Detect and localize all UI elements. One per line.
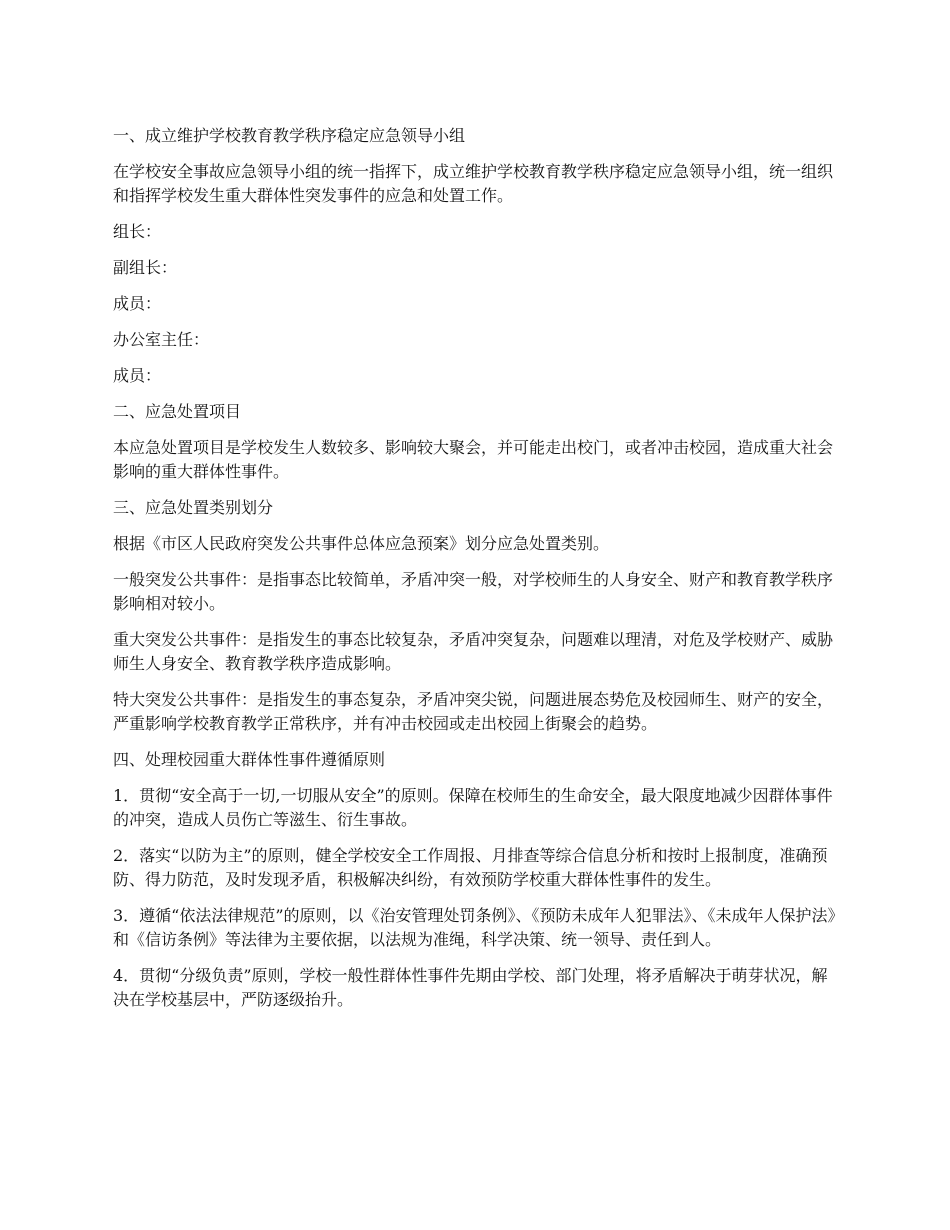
- role-leader: 组长：: [113, 222, 162, 241]
- section-heading-2: 二、应急处置项目: [113, 402, 242, 421]
- principle-item-2: 2．落实“以防为主”的原则，健全学校安全工作周报、月排查等综合信息分析和按时上报制度，准确预防、得力防范，及时发现矛盾，积极解决纠纷，有效预防学校重大群体性事件的发生。: [113, 846, 828, 889]
- section-heading-3: 三、应急处置类别划分: [113, 498, 274, 517]
- role-office-director: 办公室主任：: [113, 330, 210, 349]
- role-members: 成员：: [113, 294, 162, 313]
- paragraph-extraordinary-event: 特大突发公共事件：是指发生的事态复杂，矛盾冲突尖锐，问题进展态势危及校园师生、财产的安全，严重影响学校教育教学正常秩序，并有冲击校园或走出校园上街聚会的趋势。: [113, 690, 834, 733]
- paragraph-general-event: 一般突发公共事件：是指事态比较简单，矛盾冲突一般，对学校师生的人身安全、财产和教育教学秩序影响相对较小。: [113, 570, 834, 613]
- section-heading-1: 一、成立维护学校教育教学秩序稳定应急领导小组: [113, 126, 466, 145]
- paragraph-basis: 根据《市区人民政府突发公共事件总体应急预案》划分应急处置类别。: [113, 534, 610, 553]
- role-deputy-leader: 副组长：: [113, 258, 178, 277]
- principle-item-3: 3．遵循“依法法律规范”的原则，以《治安管理处罚条例》、《预防未成年人犯罪法》、《未成年人保护法》和《信访条例》等法律为主要依据，以法规为准绳，科学决策、统一领导、责任到人。: [113, 906, 836, 949]
- paragraph-intro: 在学校安全事故应急领导小组的统一指挥下，成立维护学校教育教学秩序稳定应急领导小组，统一组织和指挥学校发生重大群体性突发事件的应急和处置工作。: [113, 162, 834, 205]
- paragraph-scope: 本应急处置项目是学校发生人数较多、影响较大聚会，并可能走出校门，或者冲击校园，造成重大社会影响的重大群体性事件。: [113, 438, 834, 481]
- document-body: [113, 124, 840, 1024]
- paragraph-major-event: 重大突发公共事件：是指发生的事态比较复杂，矛盾冲突复杂，问题难以理清，对危及学校财产、威胁师生人身安全、教育教学秩序造成影响。: [113, 630, 834, 673]
- principle-item-1: 1．贯彻“安全高于一切,一切服从安全”的原则。保障在校师生的生命安全，最大限度地减少因群体事件的冲突，造成人员伤亡等滋生、衍生事故。: [113, 786, 833, 829]
- section-heading-4: 四、处理校园重大群体性事件遵循原则: [113, 750, 386, 769]
- role-office-members: 成员：: [113, 366, 162, 385]
- principle-item-4: 4．贯彻“分级负责”原则，学校一般性群体性事件先期由学校、部门处理，将矛盾解决于萌芽状况，解决在学校基层中，严防逐级抬升。: [113, 966, 828, 1009]
